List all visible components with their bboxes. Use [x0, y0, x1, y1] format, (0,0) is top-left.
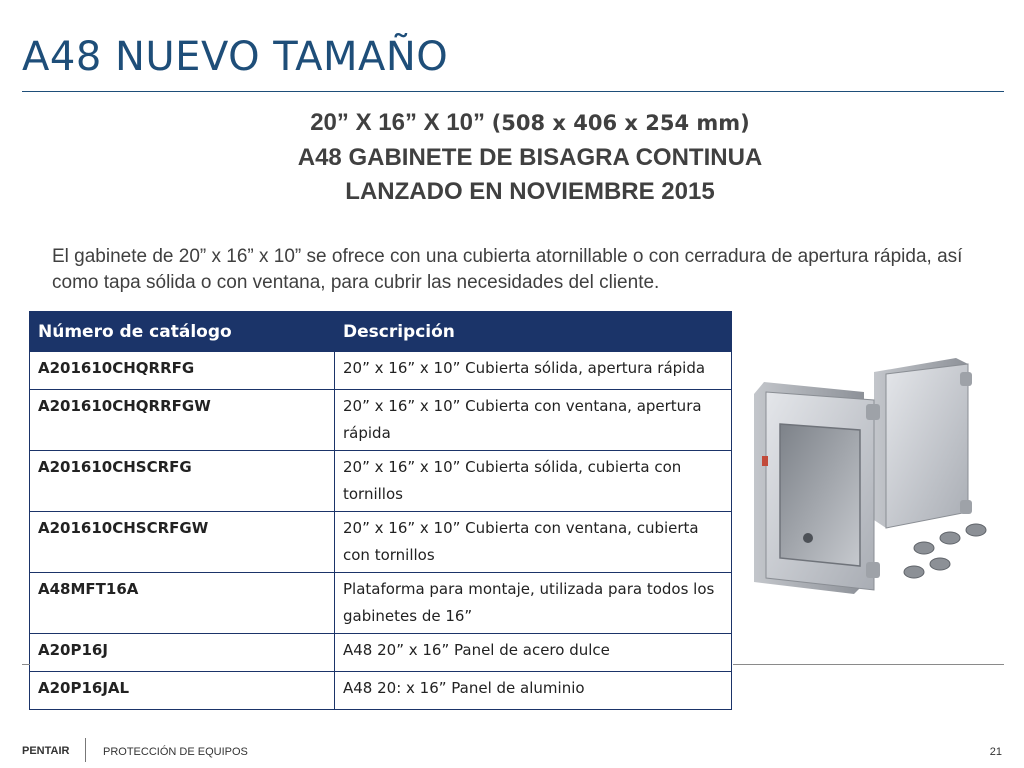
table-row: [30, 573, 732, 634]
enclosure-product-photo: [746, 352, 1004, 618]
table-row: [30, 451, 732, 512]
headline-dims-mm: (508 x 406 x 254 mm): [491, 111, 750, 135]
catalog-code: A201610CHQRRFG: [30, 352, 335, 390]
catalog-code: A48MFT16A: [30, 573, 335, 634]
mounting-feet: [904, 524, 986, 578]
bottom-divider-right: [733, 664, 1004, 665]
header-description: Descripción: [335, 312, 732, 352]
title-divider: [22, 91, 1004, 92]
catalog-description: 20” x 16” x 10” Cubierta sólida, apertura rápida: [335, 352, 732, 390]
table-row: [30, 512, 732, 573]
footer-brand: PENTAIR: [22, 745, 70, 757]
slide-title: A48 NUEVO TAMAÑO: [22, 34, 449, 80]
intro-paragraph: El gabinete de 20” x 16” x 10” se ofrece con una cubierta atornillable o con cerradura de apertura rápida, así como tapa sólida o con ventana, para cubrir las necesidades del cliente.: [52, 246, 963, 293]
table-header-row: [30, 312, 732, 352]
catalog-description: 20” x 16” x 10” Cubierta sólida, cubierta con tornillos: [335, 451, 732, 512]
catalog-code: A201610CHQRRFGW: [30, 390, 335, 451]
catalog-code: A201610CHSCRFG: [30, 451, 335, 512]
catalog-code: A201610CHSCRFGW: [30, 512, 335, 573]
enclosure-illustration: [746, 352, 1004, 618]
back-enclosure: [874, 358, 972, 528]
headline-product: A48 GABINETE DE BISAGRA CONTINUA: [297, 144, 763, 171]
catalog-description: 20” x 16” x 10” Cubierta con ventana, cubierta con tornillos: [335, 512, 732, 573]
catalog-code: A20P16JAL: [30, 672, 335, 710]
headline-dims-inches: 20” X 16” X 10”: [310, 109, 485, 136]
header-catalog-number: Número de catálogo: [30, 312, 335, 352]
table-row: [30, 672, 732, 710]
headline-dimensions: [100, 111, 960, 135]
catalog-description: 20” x 16” x 10” Cubierta con ventana, apertura rápida: [335, 390, 732, 451]
front-enclosure: [754, 382, 880, 594]
catalog-description: Plataforma para montaje, utilizada para todos los gabinetes de 16”: [335, 573, 732, 634]
footer-section: PROTECCIÓN DE EQUIPOS: [103, 746, 248, 758]
bottom-divider-left: [22, 664, 30, 665]
catalog-description: A48 20: x 16” Panel de aluminio: [335, 672, 732, 710]
footer-separator: [85, 738, 86, 762]
headline-launch: LANZADO EN NOVIEMBRE 2015: [345, 178, 715, 205]
table-row: [30, 390, 732, 451]
catalog-code: A20P16J: [30, 634, 335, 672]
page-number: 21: [989, 746, 1002, 758]
catalog-description: A48 20” x 16” Panel de acero dulce: [335, 634, 732, 672]
table-row: [30, 352, 732, 390]
table-row: [30, 634, 732, 672]
catalog-table: [29, 311, 732, 710]
catalog-table-wrapper: [29, 311, 732, 710]
